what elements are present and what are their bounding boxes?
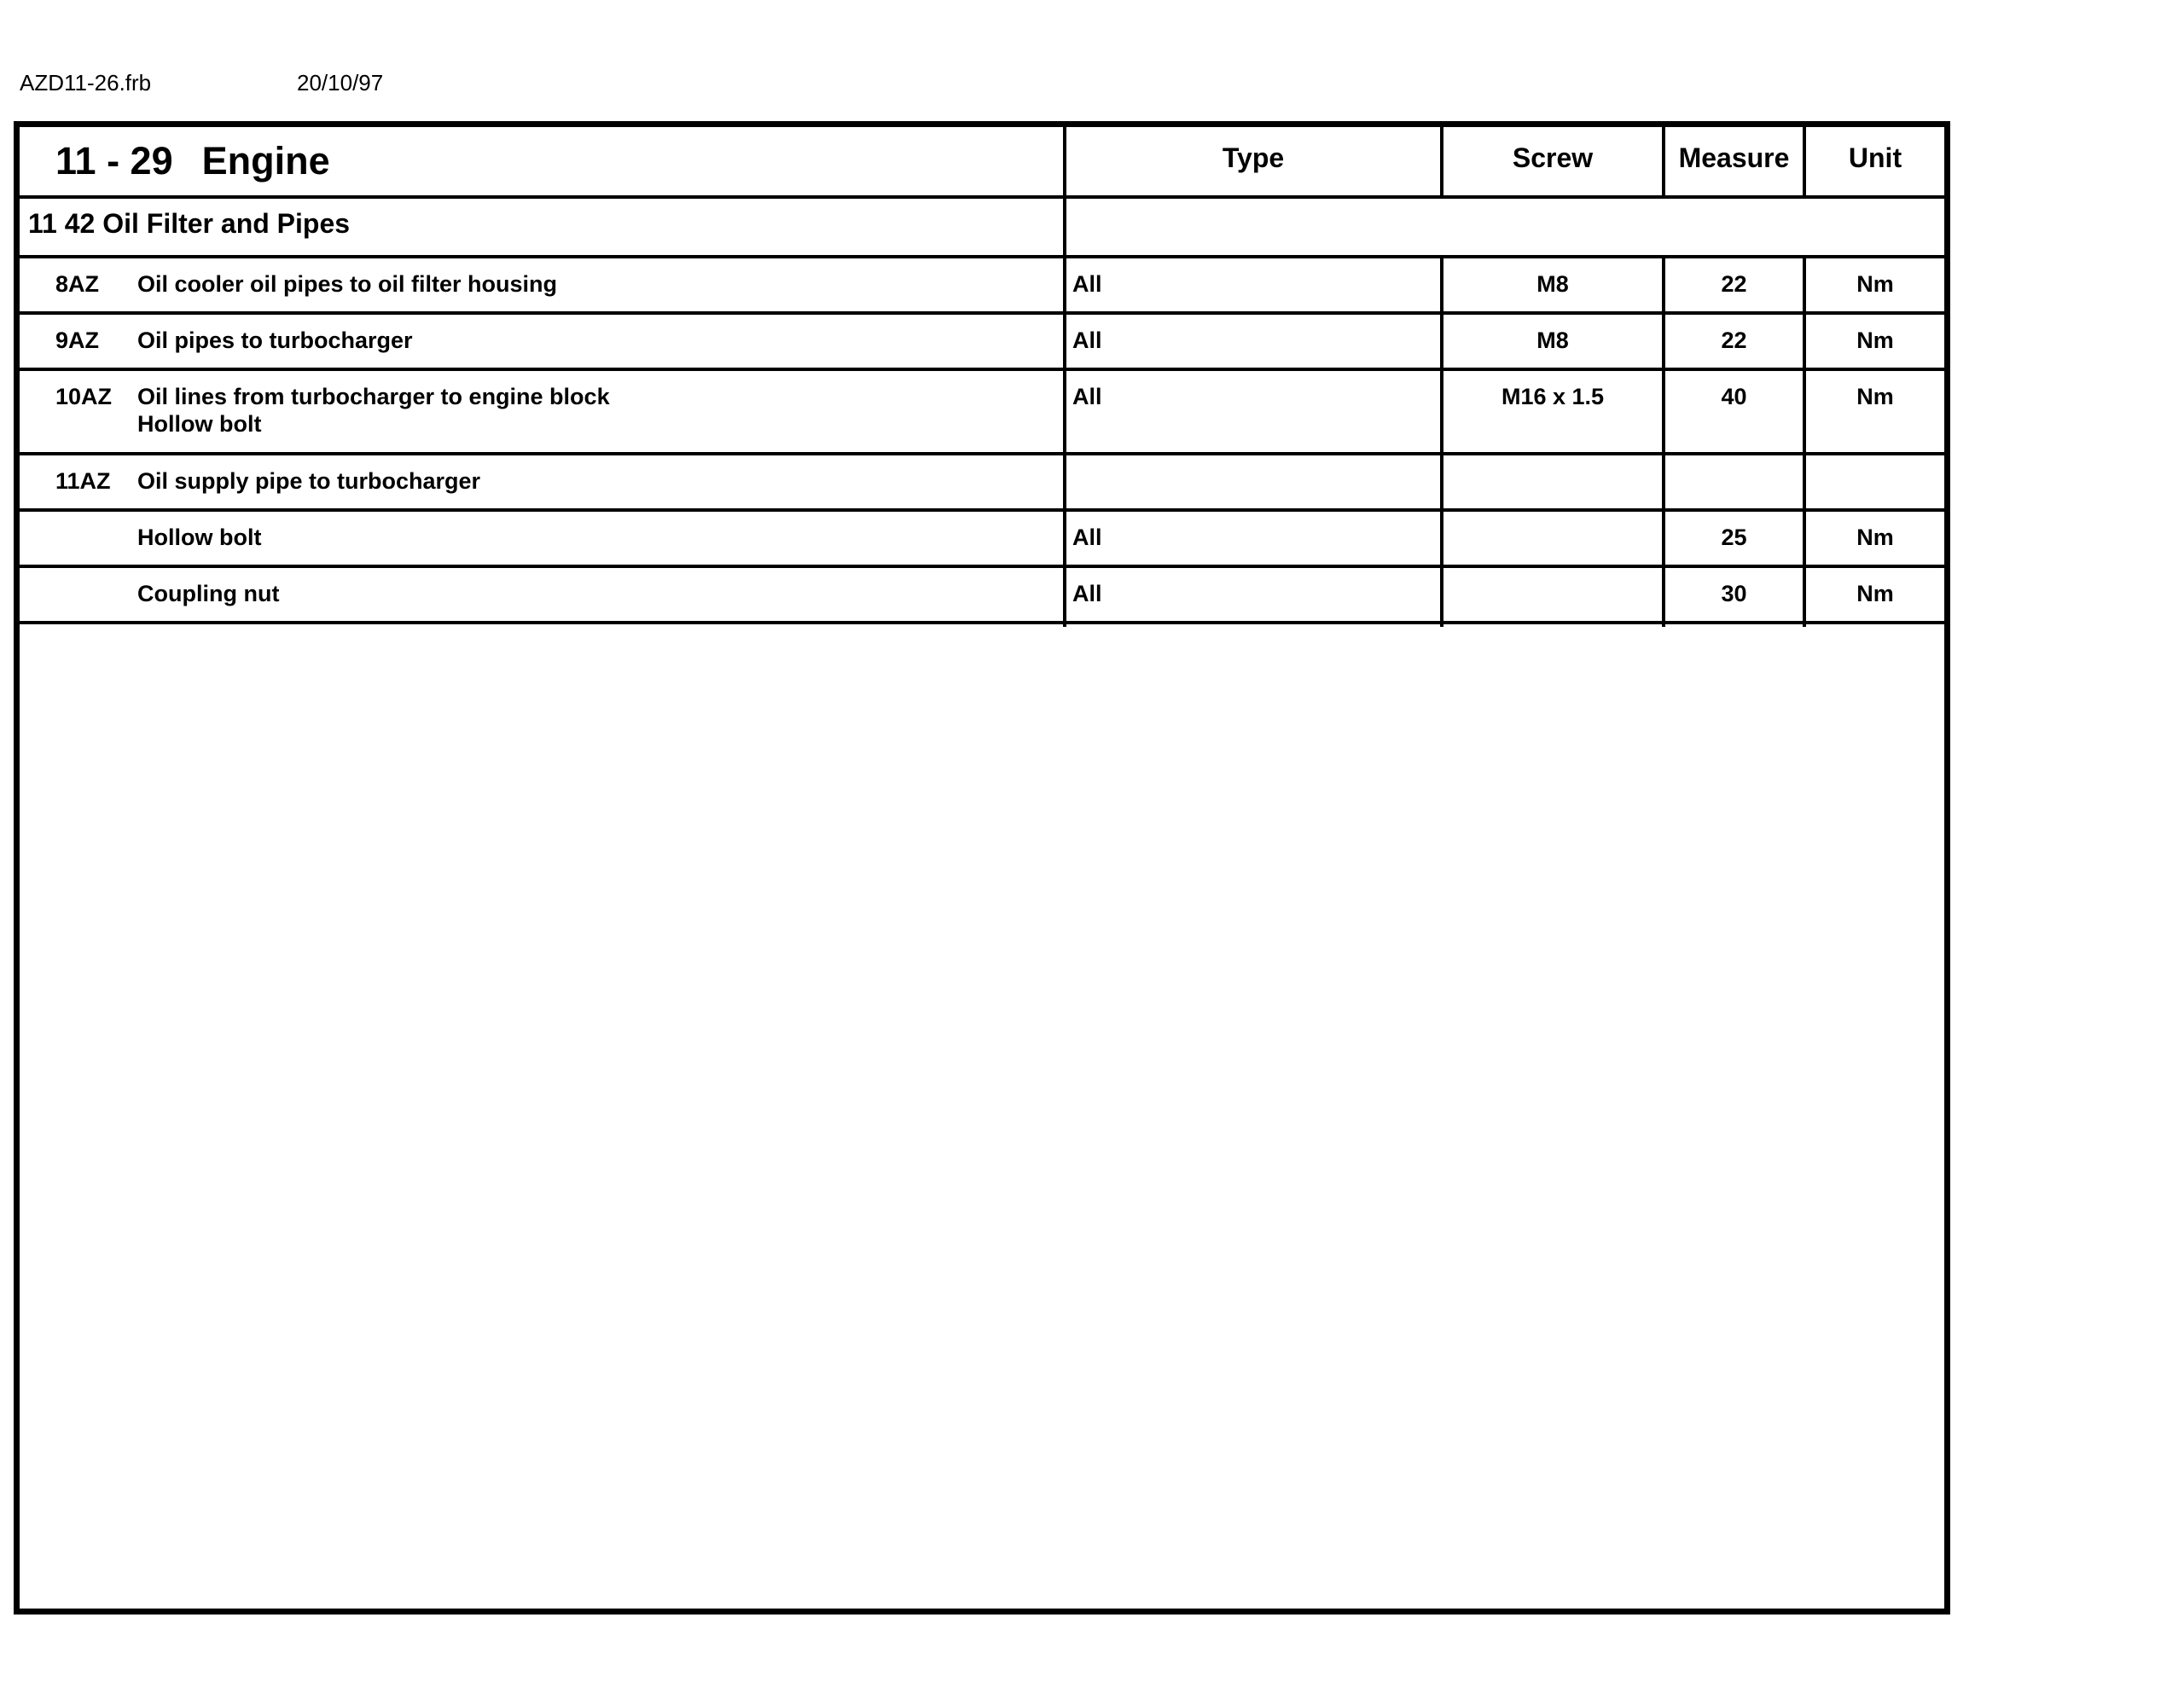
row-divider [20,311,1944,315]
row-unit: Nm [1856,328,1894,353]
row-screw: M8 [1536,271,1569,297]
row-type: All [1072,271,1102,297]
column-divider-type [1063,127,1066,627]
row-divider [20,368,1944,371]
row-type: All [1072,525,1102,550]
row-code: 9AZ [55,328,100,353]
row-unit: Nm [1856,581,1894,606]
row-unit: Nm [1856,384,1894,409]
row-measure: 22 [1721,271,1747,297]
row-code: 8AZ [55,271,100,297]
table-title-number: 11 - 29 [55,139,173,183]
row-screw: M8 [1536,328,1569,353]
document-filename: AZD11-26.frb [20,70,152,96]
row-divider [20,565,1944,568]
row-type: All [1072,581,1102,606]
row-divider [20,452,1944,455]
row-code: 10AZ [55,384,113,409]
row-measure: 40 [1721,384,1747,409]
row-description: Oil supply pipe to turbocharger [137,468,481,494]
row-measure: 25 [1721,525,1747,550]
table-title [55,139,330,183]
document-date: 20/10/97 [297,70,384,96]
row-measure: 30 [1721,581,1747,606]
column-header-screw: Screw [1512,142,1594,173]
column-header-unit: Unit [1848,142,1902,173]
row-measure: 22 [1721,328,1747,353]
row-unit: Nm [1856,271,1894,297]
row-divider [20,508,1944,512]
row-description: Oil cooler oil pipes to oil filter housing [137,271,558,297]
torque-table [14,121,1950,1615]
column-header-type: Type [1222,142,1285,173]
row-divider [20,195,1944,199]
row-divider [20,621,1944,624]
row-unit: Nm [1856,525,1894,550]
row-description-line2: Hollow bolt [137,411,262,437]
row-description: Oil pipes to turbocharger [137,328,413,353]
row-description: Hollow bolt [137,525,262,550]
row-type: All [1072,384,1102,409]
section-title: 11 42 Oil Filter and Pipes [28,208,351,239]
table-title-name: Engine [201,139,330,183]
row-type: All [1072,328,1102,353]
row-description: Oil lines from turbocharger to engine block [137,384,610,409]
row-description: Coupling nut [137,581,280,606]
column-header-measure: Measure [1678,142,1790,173]
row-screw: M16 x 1.5 [1501,384,1605,409]
document-header [20,70,383,96]
row-divider [20,255,1944,258]
row-code: 11AZ [55,468,111,494]
